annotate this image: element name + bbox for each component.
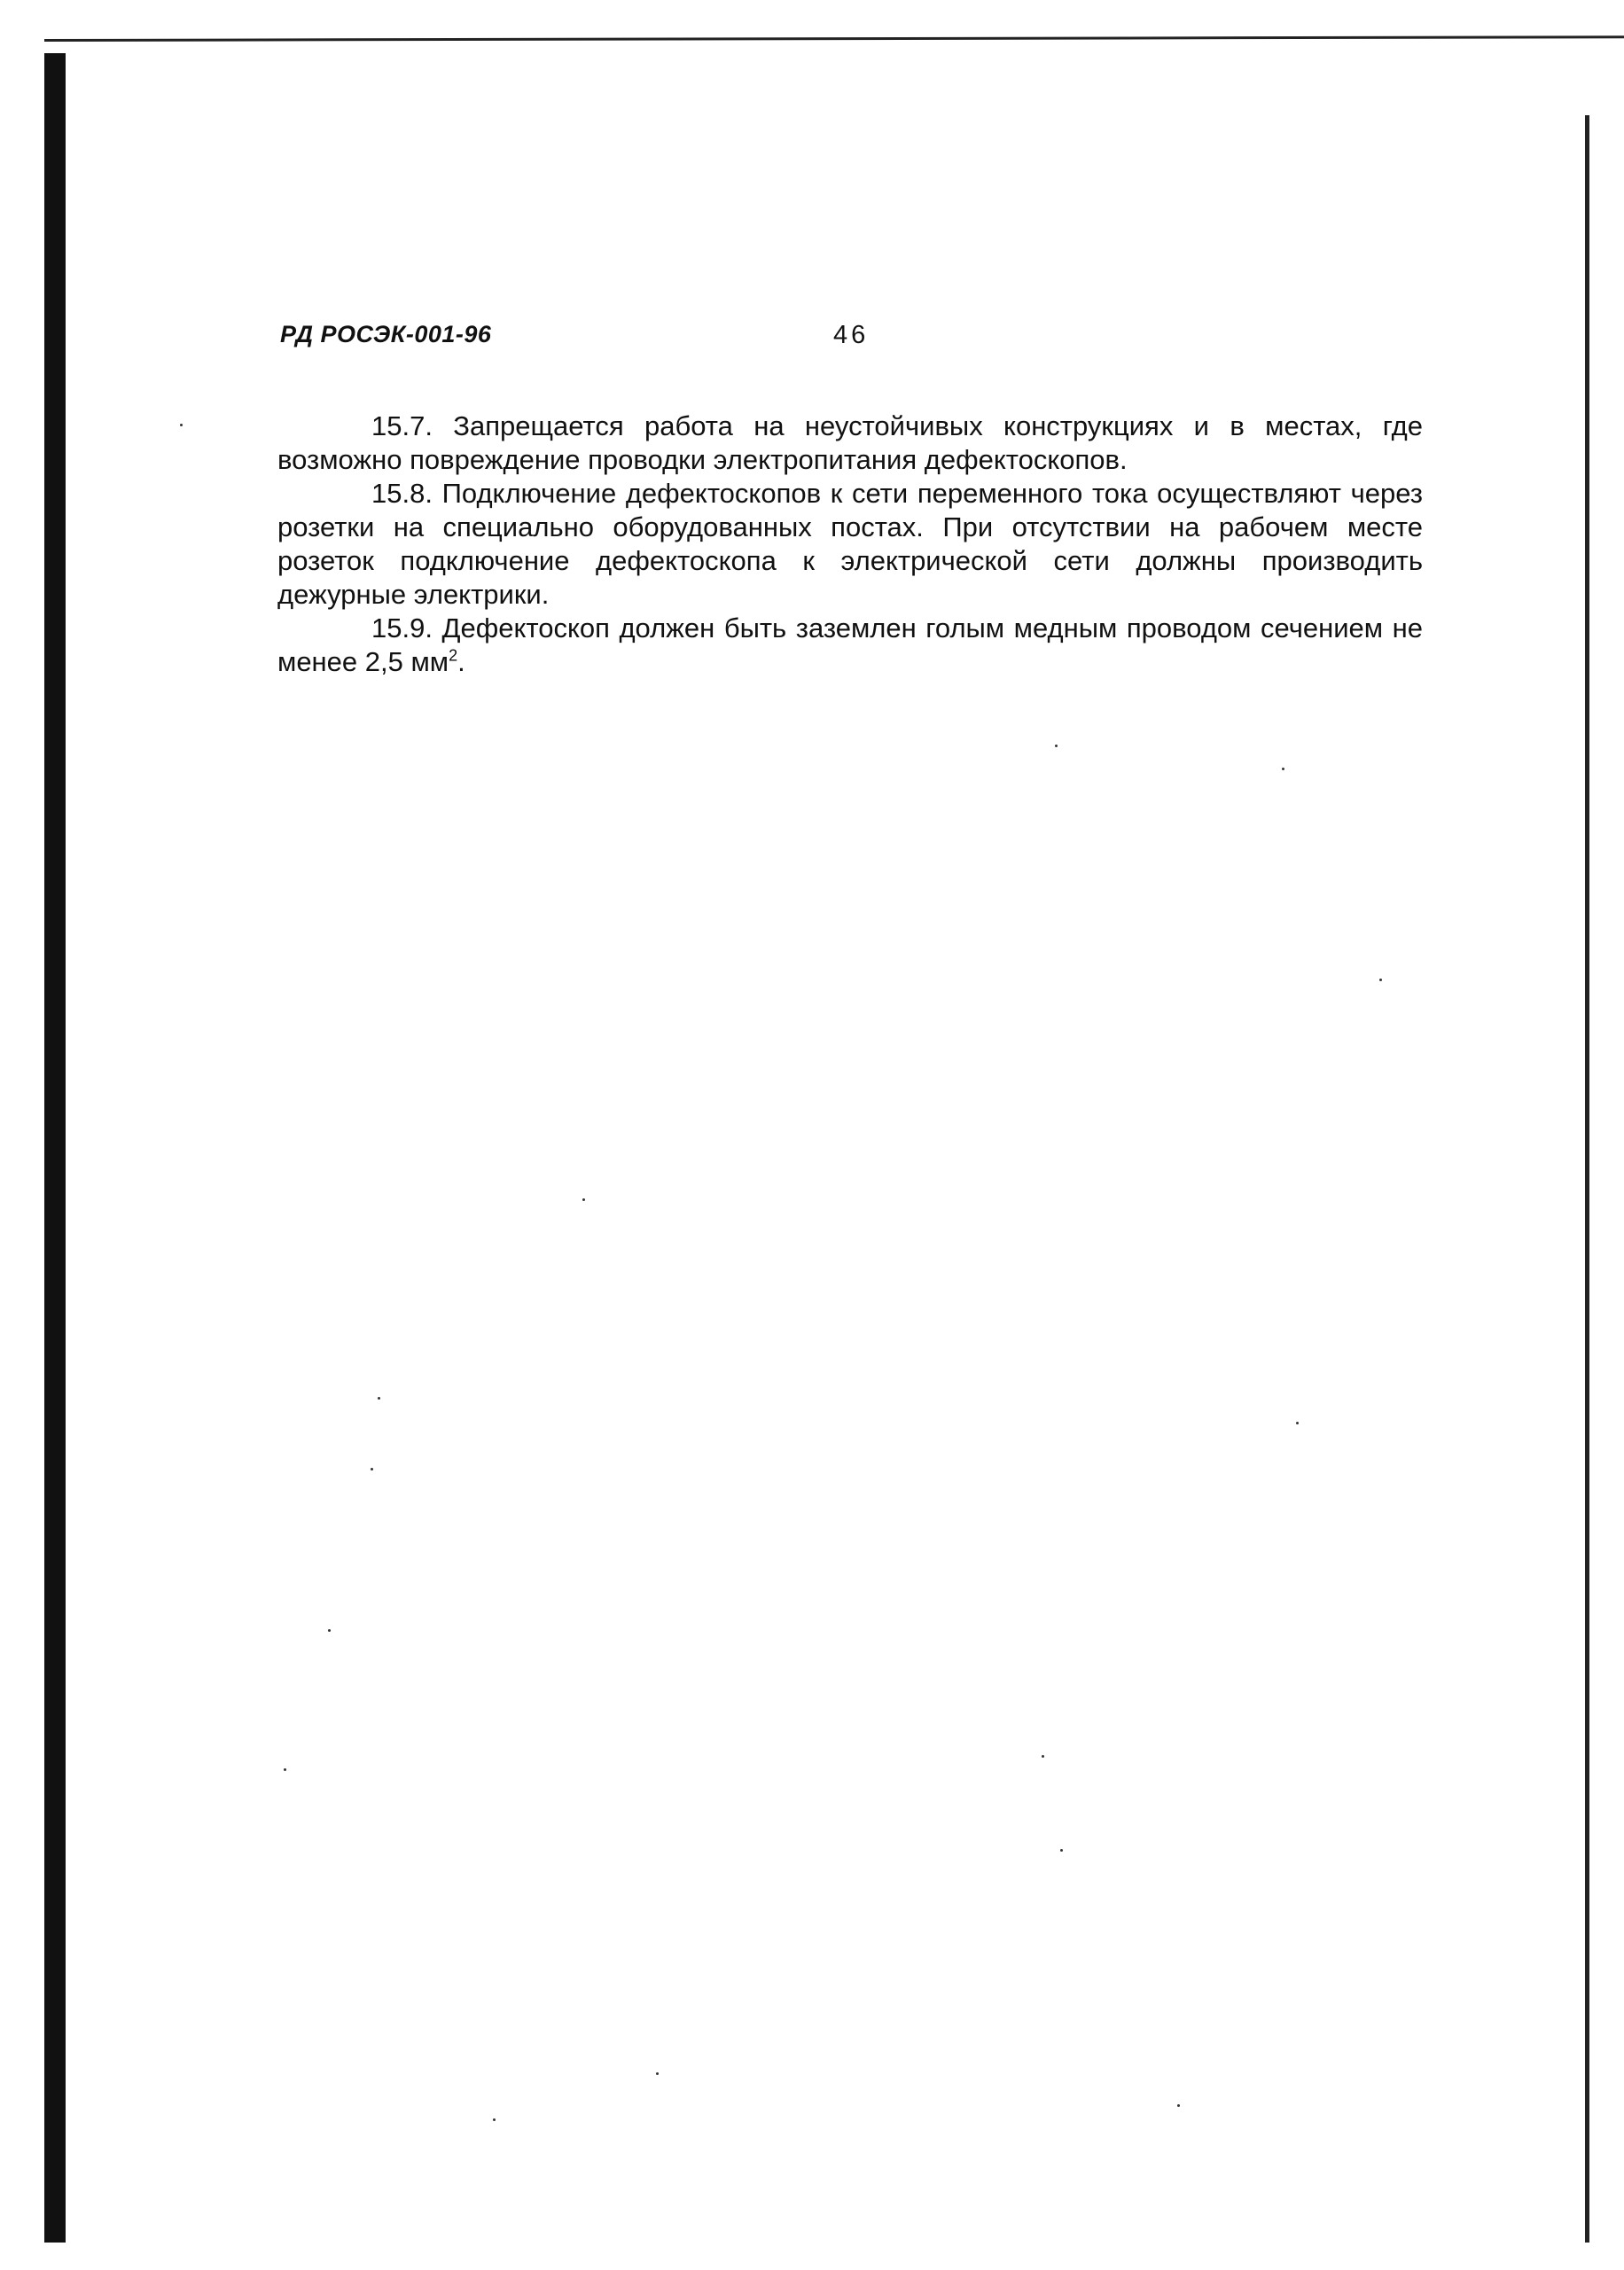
scan-speck (1282, 768, 1284, 770)
scan-speck (1060, 1849, 1063, 1852)
document-code: РД РОСЭК-001-96 (280, 321, 492, 347)
scan-speck (371, 1468, 373, 1470)
scan-speck (582, 1198, 585, 1201)
paragraph-15-9 (277, 612, 1423, 679)
scan-speck (284, 1768, 286, 1771)
paragraph-15-7 (277, 410, 1423, 477)
document-body (277, 410, 1423, 679)
scan-top-edge (44, 35, 1624, 42)
page-header (280, 321, 1433, 356)
superscript-squared: 2 (449, 646, 458, 665)
scan-speck (328, 1629, 331, 1632)
paragraph-15-9-period: . (457, 646, 465, 677)
scan-speck (378, 1397, 380, 1400)
scan-speck (180, 424, 183, 426)
paragraph-15-7-text: 15.7. Запрещается работа на неустойчивых конструкциях и в местах, где возможно повреждение проводки электропитания дефектоскопов. (277, 410, 1423, 475)
scan-right-edge (1585, 115, 1589, 2243)
scan-speck (656, 2072, 659, 2075)
scan-speck (493, 2118, 496, 2121)
paragraph-15-8 (277, 477, 1423, 612)
scan-speck (1177, 2104, 1180, 2107)
scan-left-edge (44, 53, 66, 2243)
paragraph-15-8-text: 15.8. Подключение дефектоскопов к сети переменного тока осуществляют через розетки на специально оборудованных постах. При отсутствии на рабочем месте розеток подключение дефектоскопа к электрической сети должны производить дежурные электрики. (277, 478, 1423, 610)
scan-speck (1055, 745, 1058, 747)
paragraph-15-9-unit-tail (449, 646, 465, 677)
scan-speck (1296, 1422, 1299, 1424)
paragraph-15-9-text: 15.9. Дефектоскоп должен быть заземлен голым медным проводом сечением не менее 2,5 мм (277, 612, 1423, 677)
page-number: 46 (833, 321, 870, 349)
scan-speck (1042, 1755, 1044, 1758)
scan-speck (1379, 979, 1382, 981)
